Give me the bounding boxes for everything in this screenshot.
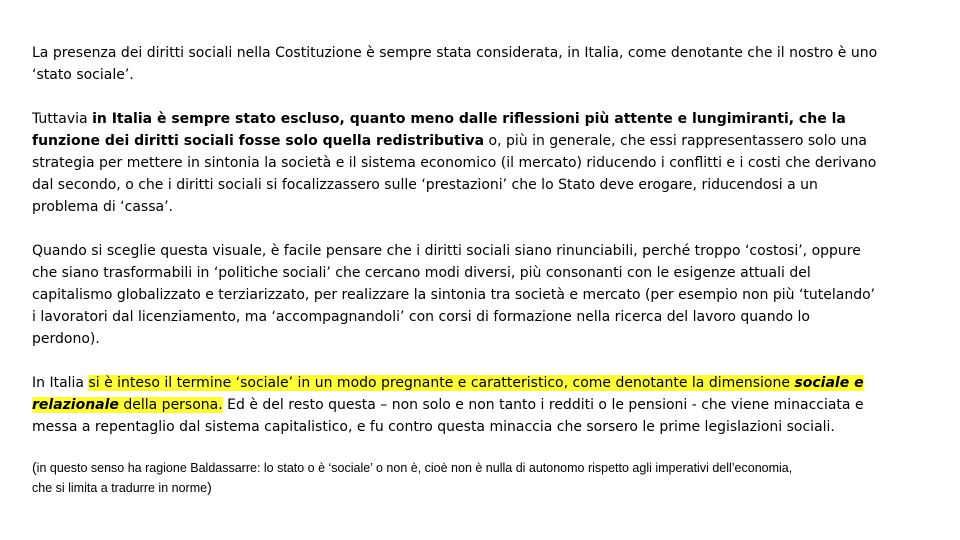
paragraph-2-bold-claim: in Italia è sempre stato escluso, quanto meno dalle riflessioni più attente e lungimiranti, che la funzione dei diritti sociali fosse solo quella redistributiva	[32, 111, 846, 149]
paragraph-4-emphasis: sociale e relazionale	[32, 375, 864, 413]
paragraph-3-text: Quando si sceglie questa visuale, è facile pensare che i diritti sociali siano rinunciabili, perché troppo ‘costosi’, oppure che siano trasformabili in ‘politiche sociali’ che cercano modi diversi, più consonanti con le esigenze attuali del capitalismo globalizzato e terziarizzato, per realizzare la sintonia tra società e mercato (per esempio non più ‘tutelando’ i lavoratori dal licenziamento, ma ‘accompagnandoli’ con corsi di formazione nella ricerca del lavoro quando lo perdono).	[32, 243, 876, 347]
paragraph-2-rest: o, più in generale, che essi rappresentassero solo una strategia per mettere in sintonia la società e il sistema economico (il mercato) riducendo i conflitti e i costi che derivano dal secondo, o che i diritti sociali si focalizzassero sulle ‘prestazioni’ che lo Stato deve erogare, riducendosi a un problema di ‘cassa’.	[32, 133, 877, 215]
footnote	[32, 458, 812, 498]
paragraph-1	[32, 42, 882, 86]
slide-content	[32, 42, 882, 498]
paragraph-4-highlight-text: si è inteso il termine ‘sociale’ in un modo pregnante e caratteristico, come denotante la dimensione	[88, 375, 795, 391]
paragraph-2-intro: Tuttavia	[32, 111, 93, 127]
footnote-close-paren: )	[207, 479, 212, 495]
paragraph-3	[32, 240, 882, 350]
paragraph-4-intro: In Italia	[32, 375, 89, 391]
paragraph-2	[32, 108, 882, 218]
footnote-text: in questo senso ha ragione Baldassarre: lo stato o è ‘sociale’ o non è, cioè non è nulla di autonomo rispetto agli imperativi dell’economia, che si limita a tradurre in norme	[32, 461, 793, 495]
paragraph-4-rest: Ed è del resto questa – non solo e non tanto i redditi o le pensioni - che viene minacciata e messa a repentaglio dal sistema capitalistico, e fu contro questa minaccia che sorsero le prime legislazioni sociali.	[32, 397, 864, 435]
paragraph-4	[32, 372, 882, 438]
paragraph-1-text: La presenza dei diritti sociali nella Costituzione è sempre stata considerata, in Italia, come denotante che il nostro è uno ‘stato sociale’.	[32, 45, 878, 83]
footnote-open-paren: (	[32, 459, 37, 475]
paragraph-4-highlight-end: della persona.	[118, 397, 223, 413]
